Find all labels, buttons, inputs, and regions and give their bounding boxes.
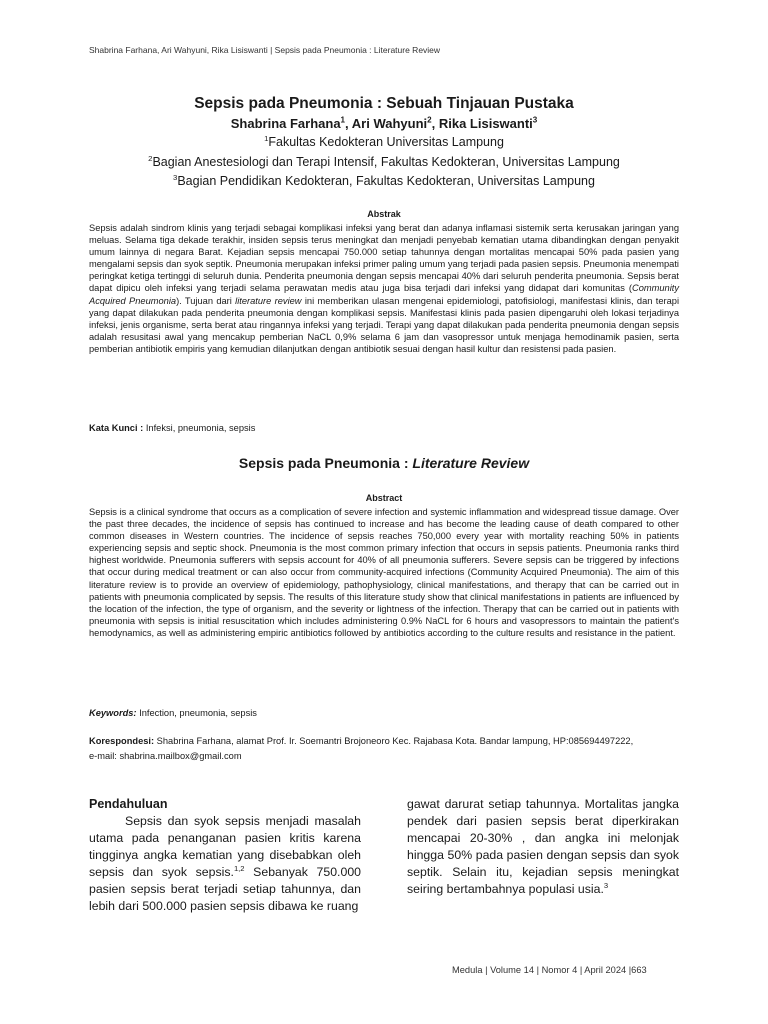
kata-kunci <box>89 423 255 433</box>
body-column-left <box>89 796 361 915</box>
author-superscript: 1 <box>340 115 346 125</box>
correspondence <box>89 734 689 764</box>
kata-kunci-text: Infeksi, pneumonia, sepsis <box>143 423 256 433</box>
page-footer: Medula | Volume 14 | Nomor 4 | April 2024 |663 <box>452 965 647 975</box>
affiliation-text: Bagian Anestesiologi dan Terapi Intensif, Fakultas Kedokteran, Universitas Lampung <box>152 154 620 169</box>
abstract-text: Sepsis is a clinical syndrome that occurs as a complication of severe infection and systemic inflammation and widespread tissue damage. Over the past three decades, the incidence of sepsis has continued to increase and has become the leading cause of death compared to other common diseases in Western countries. The incidence of sepsis reaches 750,000 every year with mortality reaching 50% in patients experiencing sepsis and septic shock. Pneumonia is the most common primary infection that occurs in sepsis patients. Pneumonia ranks third highest worldwide. Pneumonia sufferers with sepsis account for 40% of all pneumonia sufferers. Severe sepsis can be triggered by infections that occur during medical treatment or can also occur from community-acquired infections (Community Acquired Pneumonia). The aim of this literature review is to provide an overview of epidemiology, pathophysiology, clinical manifestations, and therapy that can be carried out in patients with pneumonia complicated by sepsis. The results of this literature study show that clinical manifestations in patients are influenced by the location of the infection, the type of organism, and the severity or lightness of the infection. Therapy that can be carried out in patients with pneumonia with sepsis is initial resuscitation which includes administering 0.9% NaCL for 6 hours and vasopressors to maintain the patient's hemodynamics, as well as administering empiric antibiotics followed by antibiotics according to the culture results and resistance in the patient. <box>89 507 679 638</box>
author-list: Shabrina Farhana$^1$, Ari Wahyuni$^2$, Rika Lisiswanti$^3$ <box>230 115 538 131</box>
abstrak-text-part: ). Tujuan dari <box>176 295 236 306</box>
citation-superscript: 1,2 <box>233 863 245 873</box>
author-name: Rika Lisiswanti <box>438 116 533 131</box>
abstrak-section <box>89 209 679 355</box>
abstrak-text-part: ini memberikan ulasan mengenai epidemiologi, patofisiologi, manifestasi klinis, dan terapi yang dapat dilakukan pada penderita pneumonia dengan komplikasi sepsis. Manifestasi klinis pada pasien dipengaruhi oleh lokasi terjadinya infeksi, jenis organisme, serta berat atau ringannya infeksi yang terjadi. Terapi yang dapat dilakukan pada penderita pneumonia dengan sepsis adalah resusitasi awal yang mencakup pemberian NaCL 0,9% selama 6 jam dan vasopressor untuk menjaga hemodinamik pasien, serta pemberian antibiotik empiris yang kemudian dilanjutkan dengan antibiotik sesuai dengan hasil kultur dan resistensi pada pasien. <box>89 295 680 354</box>
abstract-section <box>89 493 679 639</box>
title-block <box>0 94 768 192</box>
body-text: Sepsis dan syok sepsis menjadi masalah utama pada penanganan pasien kritis karena tingginya angka kematian yang disebabkan oleh sepsis dan syok sepsis. <box>89 814 361 879</box>
article-title: Sepsis pada Pneumonia : Sebuah Tinjauan Pustaka <box>194 95 574 112</box>
english-title-main: Sepsis pada Pneumonia : <box>238 455 413 471</box>
body-column-right <box>407 796 679 898</box>
affiliation <box>0 153 768 173</box>
affiliation-text: Fakultas Kedokteran Universitas Lampung <box>268 135 504 149</box>
abstract-heading: Abstract <box>365 493 403 503</box>
affiliation-superscript: 2 <box>148 153 153 163</box>
keywords-text: Infection, pneumonia, sepsis <box>136 708 257 718</box>
correspondence-address: Shabrina Farhana, alamat Prof. Ir. Soemantri Brojoneoro Kec. Rajabasa Kota. Bandar lampung, HP:085694497222, <box>154 736 634 746</box>
abstrak-italic-term: literature review <box>235 295 302 306</box>
author-name: Shabrina Farhana <box>230 116 341 131</box>
running-header: Shabrina Farhana, Ari Wahyuni, Rika Lisiswanti | Sepsis pada Pneumonia : Literature Review <box>89 45 441 55</box>
english-title-italic: Literature Review <box>412 455 530 471</box>
section-heading: Pendahuluan <box>89 797 168 811</box>
affiliation-text: Bagian Pendidikan Kedokteran, Fakultas Kedokteran, Universitas Lampung <box>177 174 595 188</box>
affiliation-superscript: 3 <box>173 172 178 182</box>
body-text: Sebanyak 750.000 pasien sepsis berat terjadi setiap tahunnya, dan lebih dari 500.000 pasien sepsis dibawa ke ruang <box>89 865 361 913</box>
author-superscript: 2 <box>427 115 432 125</box>
abstrak-heading: Abstrak <box>367 209 401 219</box>
keywords <box>89 708 257 718</box>
correspondence-email: e-mail: shabrina.mailbox@gmail.com <box>89 751 242 761</box>
affiliation <box>0 133 768 153</box>
author-name: Ari Wahyuni <box>351 116 428 131</box>
keywords-label: Keywords: <box>89 708 137 718</box>
correspondence-line <box>89 734 689 749</box>
citation-superscript: 3 <box>603 880 609 890</box>
body-text: gawat darurat setiap tahunnya. Mortalitas jangka pendek dari pasien sepsis berat diperkirakan mencapai 20-30% , dan angka ini melonjak hingga 50% pada pasien dengan sepsis dan syok septik. Selain itu, kejadian sepsis meningkat seiring bertambahnya populasi usia. <box>407 797 679 896</box>
affiliation-superscript: 1 <box>264 133 269 143</box>
kata-kunci-label: Kata Kunci : <box>89 423 144 433</box>
author-superscript: 3 <box>532 115 538 125</box>
affiliation <box>0 172 768 192</box>
body-paragraph <box>89 813 361 915</box>
body-paragraph <box>407 796 679 898</box>
abstrak-text <box>89 222 679 355</box>
abstrak-text-part: Sepsis adalah sindrom klinis yang terjadi sebagai komplikasi infeksi yang berat dan adanya inflamasi sistemik serta kerusakan jaringan yang meluas. Selama tiga dekade terakhir, insiden sepsis terus meningkat dan menjadi penyebab kematian utama dibandingkan dengan penyakit umum lainnya di negara Barat. Kejadian sepsis mencapai 750.000 setiap tahunnya dengan mortalitas mencapai 50% pada pasien yang mengalami sepsis dan syok septik. Pneumonia merupakan infeksi primer paling umum yang terjadi pada pasien sepsis. Pneumonia menempati peringkat ketiga tertinggi di seluruh dunia. Penderita pneumonia dengan sepsis mencapai 40% dari seluruh penderita pneumonia. Sepsis berat dapat dipicu oleh infeksi yang terjadi selama perawatan medis atau juga bisa terjadi dari infeksi yang didapat dari komunitas ( <box>89 223 679 294</box>
english-title <box>0 455 768 471</box>
abstrak-italic-term: Community Acquired Pneumonia <box>89 283 679 306</box>
correspondence-label: Korespondesi: <box>89 736 155 746</box>
